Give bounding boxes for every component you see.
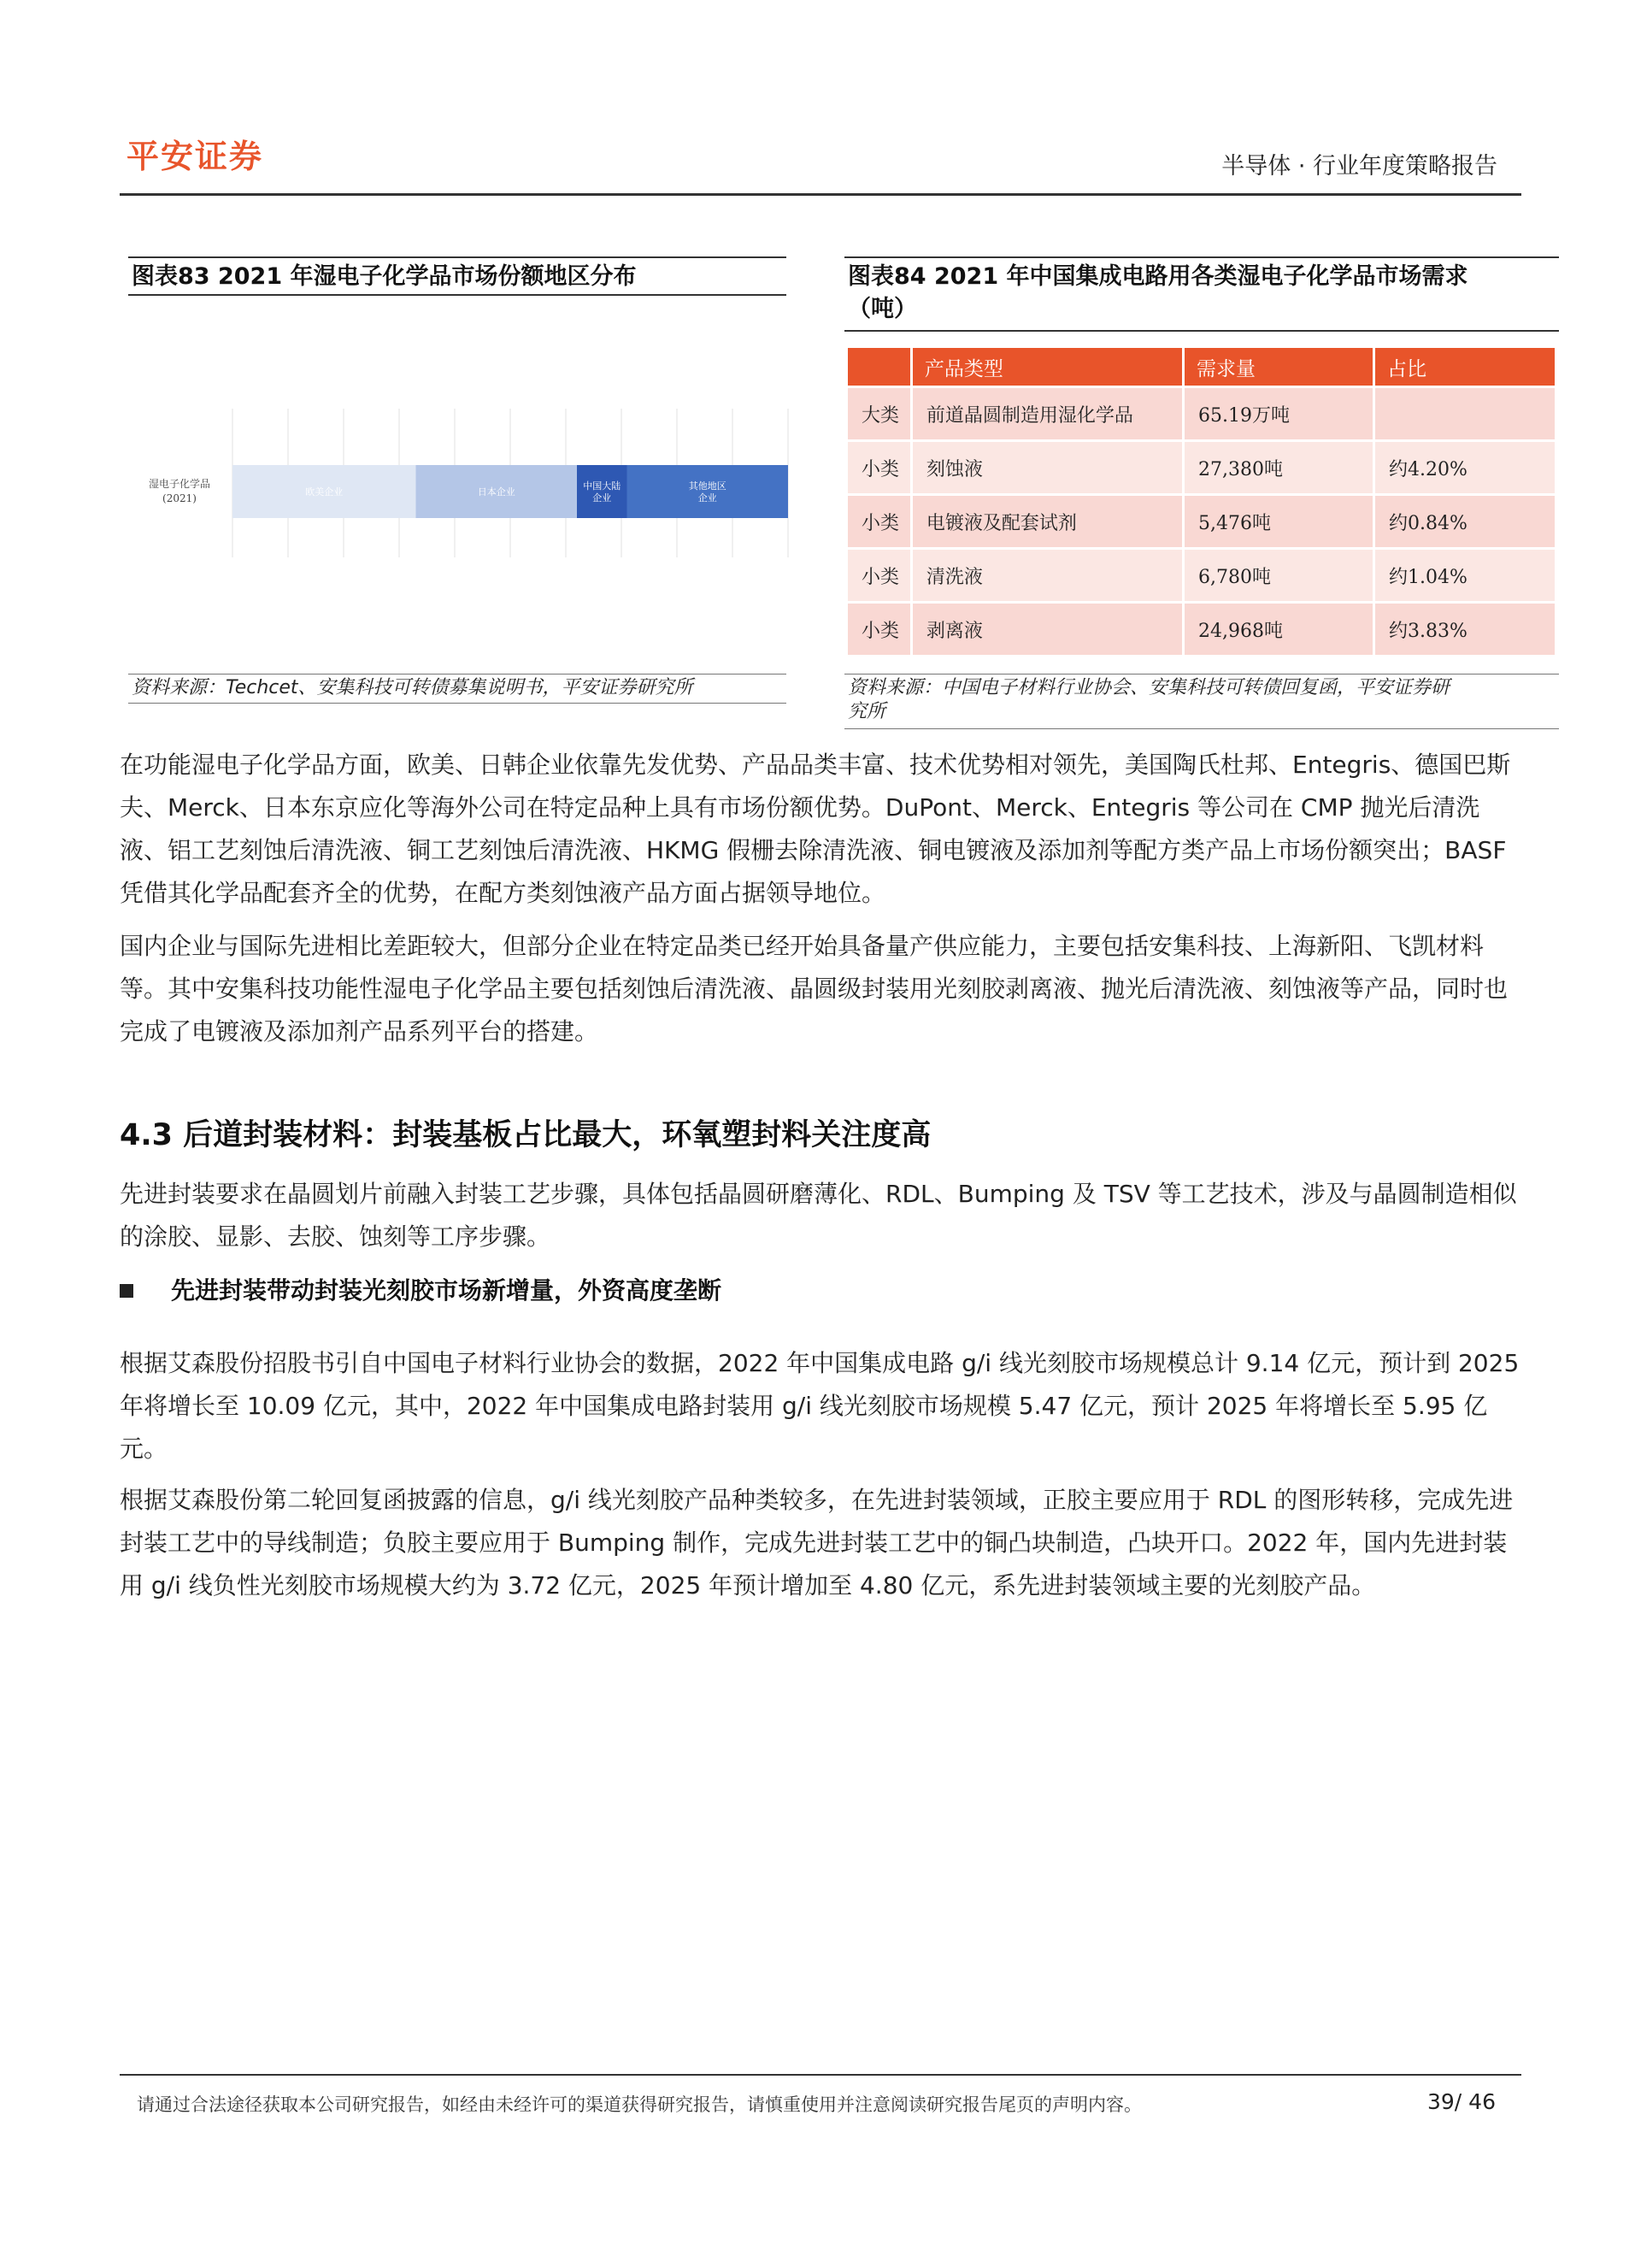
figure84-caption-unit: （吨） [848, 296, 917, 322]
category-label-line: 湿电子化学品 [148, 478, 211, 490]
figure83-source: 资料来源：Techcet、安集科技可转债募集说明书，平安证券研究所 [132, 677, 693, 698]
row-share: 约3.83% [1375, 604, 1557, 655]
table-row [848, 496, 1557, 547]
segment-label: 企业 [592, 492, 612, 504]
figure84-caption-rule [844, 330, 1559, 332]
table-row [848, 604, 1557, 655]
figure84-bottom-rule [844, 674, 1559, 675]
row-demand: 6,780吨 [1185, 550, 1375, 601]
segment-label: 企业 [697, 492, 717, 504]
segment-label: 其他地区 [688, 480, 726, 492]
footer-divider [120, 2074, 1521, 2076]
figure83-caption: 图表83 2021 年湿电子化学品市场份额地区分布 [132, 263, 637, 290]
row-demand: 65.19万吨 [1185, 388, 1375, 439]
figure84-caption: 图表84 2021 年中国集成电路用各类湿电子化学品市场需求 [848, 263, 1468, 290]
bar-segment [577, 465, 627, 518]
bar-segment [627, 465, 789, 518]
category-label [149, 477, 210, 504]
figure83-top-rule [128, 256, 786, 258]
bullet-heading: 先进封装带动封装光刻胶市场新增量，外资高度垄断 [171, 1276, 722, 1305]
row-type: 剥离液 [913, 604, 1185, 655]
row-level: 大类 [848, 388, 913, 439]
company-logo: 平安证券 [126, 138, 264, 175]
table-row [848, 388, 1557, 439]
demand-table [848, 345, 1557, 657]
table-row [848, 550, 1557, 601]
row-type: 清洗液 [913, 550, 1185, 601]
section-heading: 4.3 后道封装材料：封装基板占比最大，环氧塑封料关注度高 [120, 1118, 932, 1152]
table-header-demand: 需求量 [1185, 348, 1375, 386]
row-level: 小类 [848, 496, 913, 547]
paragraph-photoresist-market: 根据艾森股份招股书引自中国电子材料行业协会的数据，2022 年中国集成电路 g/i 线光刻胶市场规模总计 9.14 亿元，预计到 2025 年将增长至 10.09 亿元，其中，2022 年中国集成电路封装用 g/i 线光刻胶市场规模 5.47 亿元，预计 2025 年将增长至 5.95 亿元。 [120, 1349, 1520, 1463]
report-title: 半导体 · 行业年度策略报告 [1221, 153, 1497, 180]
table-header-type: 产品类型 [913, 348, 1185, 386]
figure83-caption-rule [128, 294, 786, 296]
market-share-chart [128, 393, 795, 650]
paragraph-photoresist-types: 根据艾森股份第二轮回复函披露的信息，g/i 线光刻胶产品种类较多，在先进封装领域，正胶主要应用于 RDL 的图形转移，完成先进封装工艺中的导线制造；负胶主要应用于 Bumping 制作，完成先进封装工艺中的铜凸块制造，凸块开口。2022 年，国内先进封装用 g/i 线负性光刻胶市场规模大约为 3.72 亿元，2025 年预计增加至 4.80 亿元，系先进封装领域主要的光刻胶产品。 [120, 1486, 1514, 1599]
figure84-source-rule [844, 728, 1559, 729]
figure84-top-rule [844, 256, 1559, 258]
segment-label: 中国大陆 [583, 480, 621, 492]
chart-bars [232, 465, 788, 518]
row-share: 约1.04% [1375, 550, 1557, 601]
row-demand: 5,476吨 [1185, 496, 1375, 547]
paragraph-advanced-packaging: 先进封装要求在晶圆划片前融入封装工艺步骤，具体包括晶圆研磨薄化、RDL、Bumping 及 TSV 等工艺技术，涉及与晶圆制造相似的涂胶、显影、去胶、蚀刻等工序步骤。 [120, 1180, 1517, 1251]
figure83-bottom-rule [128, 674, 786, 675]
paragraph-domestic-companies: 国内企业与国际先进相比差距较大，但部分企业在特定品类已经开始具备量产供应能力，主要包括安集科技、上海新阳、飞凯材料等。其中安集科技功能性湿电子化学品主要包括刻蚀后清洗液、晶圆级封装用光刻胶剥离液、抛光后清洗液、刻蚀液等产品，同时也完成了电镀液及添加剂产品系列平台的搭建。 [120, 932, 1509, 1046]
table-header-share: 占比 [1375, 348, 1557, 386]
paragraph-functional-chemicals: 在功能湿电子化学品方面，欧美、日韩企业依靠先发优势、产品品类丰富、技术优势相对领先，美国陶氏杜邦、Entegris、德国巴斯夫、Merck、日本东京应化等海外公司在特定品种上具有市场份额优势。DuPont、Merck、Entegris 等公司在 CMP 抛光后清洗液、铝工艺刻蚀后清洗液、铜工艺刻蚀后清洗液、HKMG 假栅去除清洗液、铜电镀液及添加剂等配方类产品上市场份额突出；BASF 凭借其化学品配套齐全的优势，在配方类刻蚀液产品方面占据领导地位。 [120, 751, 1511, 907]
row-demand: 27,380吨 [1185, 442, 1375, 493]
row-share: 约4.20% [1375, 442, 1557, 493]
footer-disclaimer: 请通过合法途径获取本公司研究报告，如经由未经许可的渠道获得研究报告，请慎重使用并注意阅读研究报告尾页的声明内容。 [137, 2094, 1142, 2115]
row-level: 小类 [848, 550, 913, 601]
page-number: 39/ 46 [1427, 2089, 1496, 2114]
row-type: 前道晶圆制造用湿化学品 [913, 388, 1185, 439]
row-level: 小类 [848, 604, 913, 655]
bullet-square-icon [120, 1284, 133, 1298]
table-header-row [848, 348, 1557, 386]
category-label-line: (2021) [162, 492, 197, 504]
row-share: 约0.84% [1375, 496, 1557, 547]
row-level: 小类 [848, 442, 913, 493]
figure83-source-rule [128, 703, 786, 704]
figure84-source: 资料来源：中国电子材料行业协会、安集科技可转债回复函，平安证券研 [848, 677, 1450, 698]
header-divider [120, 193, 1521, 196]
table-header-level [848, 348, 913, 386]
row-share [1375, 388, 1557, 439]
table-row [848, 442, 1557, 493]
row-demand: 24,968吨 [1185, 604, 1375, 655]
row-type: 刻蚀液 [913, 442, 1185, 493]
segment-label: 欧美企业 [305, 486, 344, 498]
segment-label: 日本企业 [477, 486, 515, 498]
row-type: 电镀液及配套试剂 [913, 496, 1185, 547]
figure84-source-cont: 究所 [848, 701, 886, 722]
